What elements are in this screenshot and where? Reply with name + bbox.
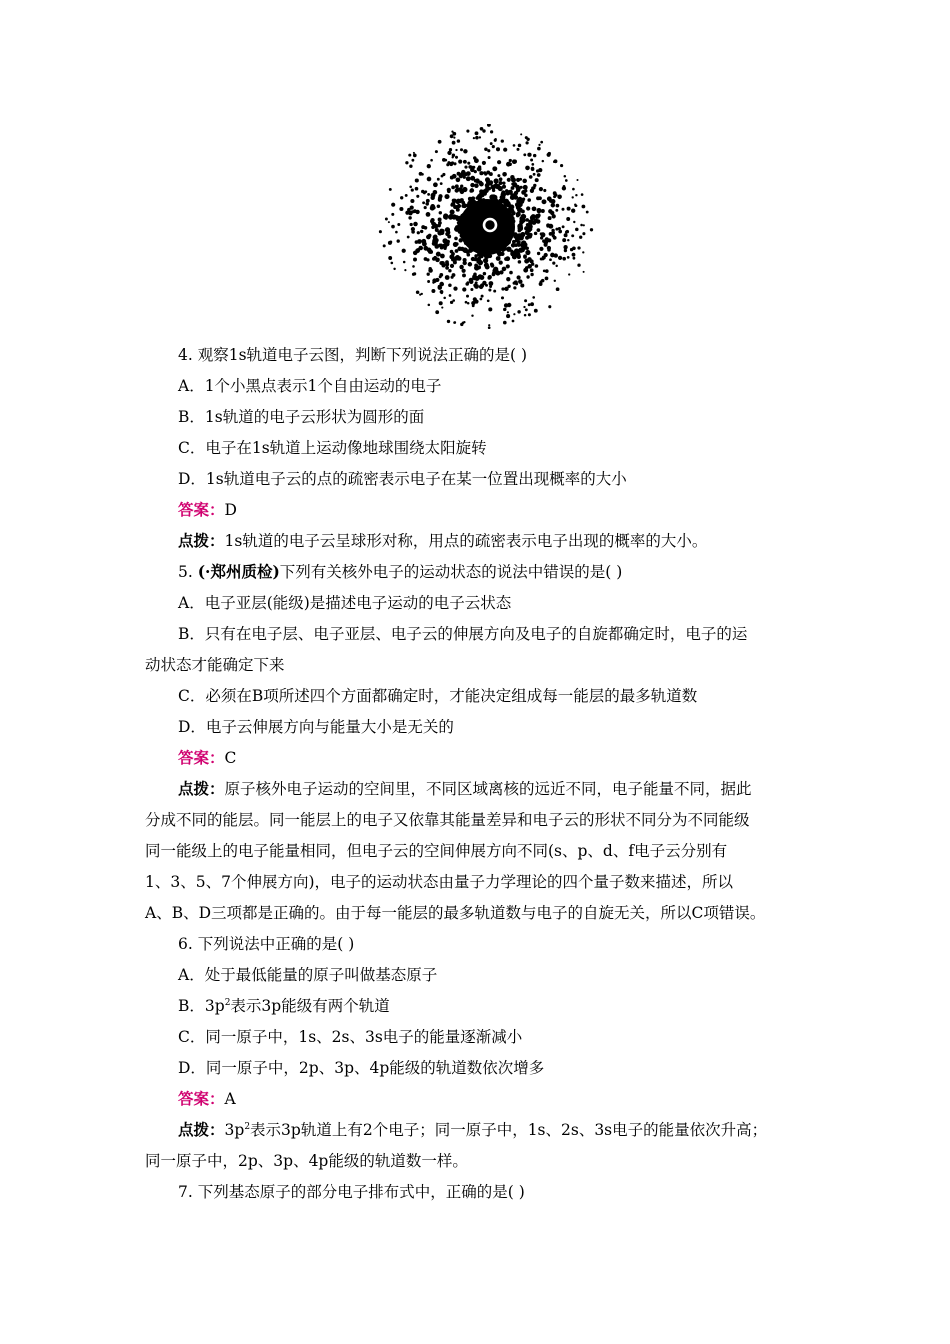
q6-option-c: C．同一原子中，1s、2s、3s电子的能量逐渐减小 bbox=[178, 1028, 523, 1046]
q5-option-b-cont: 动状态才能确定下来 bbox=[145, 656, 285, 674]
q5-option-d: D．电子云伸展方向与能量大小是无关的 bbox=[178, 718, 454, 736]
q7-stem: 7. 下列基态原子的部分电子排布式中，正确的是( ) bbox=[178, 1183, 525, 1201]
hint-text: 1s轨道的电子云呈球形对称，用点的疏密表示电子出现的概率的大小。 bbox=[224, 532, 708, 550]
q5-stem-text: 下列有关核外电子的运动状态的说法中错误的是( ) bbox=[279, 563, 623, 581]
q6-stem: 6. 下列说法中正确的是( ) bbox=[178, 935, 355, 953]
q5-hint-line-3: 同一能级上的电子能量相同，但电子云的空间伸展方向不同(s、p、d、f电子云分别有 bbox=[145, 842, 728, 860]
q5-source: (·郑州质检) bbox=[197, 562, 280, 581]
q5-option-c: C．必须在B项所述四个方面都确定时，才能决定组成每一能层的最多轨道数 bbox=[178, 687, 698, 705]
q4-option-a: A．1个小黑点表示1个自由运动的电子 bbox=[178, 377, 442, 395]
superscript: 2 bbox=[244, 1122, 251, 1132]
answer-label: 答案： bbox=[178, 748, 225, 767]
answer-value: C bbox=[224, 749, 237, 767]
answer-label: 答案： bbox=[178, 500, 225, 519]
hint-pre: 3p bbox=[224, 1121, 245, 1139]
q5-stem bbox=[178, 562, 622, 582]
q6-option-d: D．同一原子中，2p、3p、4p能级的轨道数依次增多 bbox=[178, 1059, 545, 1077]
electron-cloud-image bbox=[376, 124, 598, 334]
q6-hint-line-1 bbox=[178, 1120, 767, 1140]
answer-label: 答案： bbox=[178, 1089, 225, 1108]
q4-option-b: B．1s轨道的电子云形状为圆形的面 bbox=[178, 408, 425, 426]
q5-option-a: A．电子亚层(能级)是描述电子运动的电子云状态 bbox=[178, 594, 512, 612]
q6-option-b-post: 表示3p能级有两个轨道 bbox=[230, 997, 390, 1015]
q5-answer bbox=[178, 748, 236, 768]
superscript: 2 bbox=[224, 998, 231, 1008]
q5-hint-line-4: 1、3、5、7个伸展方向)，电子的运动状态由量子力学理论的四个量子数来描述，所以 bbox=[145, 873, 733, 891]
q5-hint-line-1 bbox=[178, 779, 752, 799]
q6-hint-line-2: 同一原子中，2p、3p、4p能级的轨道数一样。 bbox=[145, 1152, 468, 1170]
q4-answer bbox=[178, 500, 237, 520]
q4-option-d: D．1s轨道电子云的点的疏密表示电子在某一位置出现概率的大小 bbox=[178, 470, 627, 488]
hint-label: 点拨： bbox=[178, 1120, 225, 1139]
q5-number: 5. bbox=[178, 563, 198, 581]
q6-option-b bbox=[178, 996, 390, 1016]
q5-hint-line-5: A、B、D三项都是正确的。由于每一能层的最多轨道数与电子的自旋无关，所以C项错误。 bbox=[145, 904, 766, 922]
hint-label: 点拨： bbox=[178, 779, 225, 798]
q5-option-b: B．只有在电子层、电子亚层、电子云的伸展方向及电子的自旋都确定时，电子的运 bbox=[178, 625, 748, 643]
hint-label: 点拨： bbox=[178, 531, 225, 550]
hint-text: 原子核外电子运动的空间里，不同区域离核的远近不同，电子能量不同，据此 bbox=[224, 780, 752, 798]
answer-value: D bbox=[224, 501, 237, 519]
q6-option-a: A．处于最低能量的原子叫做基态原子 bbox=[178, 966, 438, 984]
q6-option-b-pre: B．3p bbox=[178, 997, 225, 1015]
q5-hint-line-2: 分成不同的能层。同一能层上的电子又依靠其能量差异和电子云的形状不同分为不同能级 bbox=[145, 811, 750, 829]
q4-stem: 4. 观察1s轨道电子云图，判断下列说法正确的是( ) bbox=[178, 346, 528, 364]
hint-text: 表示3p轨道上有2个电子；同一原子中，1s、2s、3s电子的能量依次升高； bbox=[250, 1121, 768, 1139]
q4-option-c: C．电子在1s轨道上运动像地球围绕太阳旋转 bbox=[178, 439, 487, 457]
q6-answer bbox=[178, 1089, 236, 1109]
answer-value: A bbox=[224, 1090, 236, 1108]
q4-hint bbox=[178, 531, 707, 551]
